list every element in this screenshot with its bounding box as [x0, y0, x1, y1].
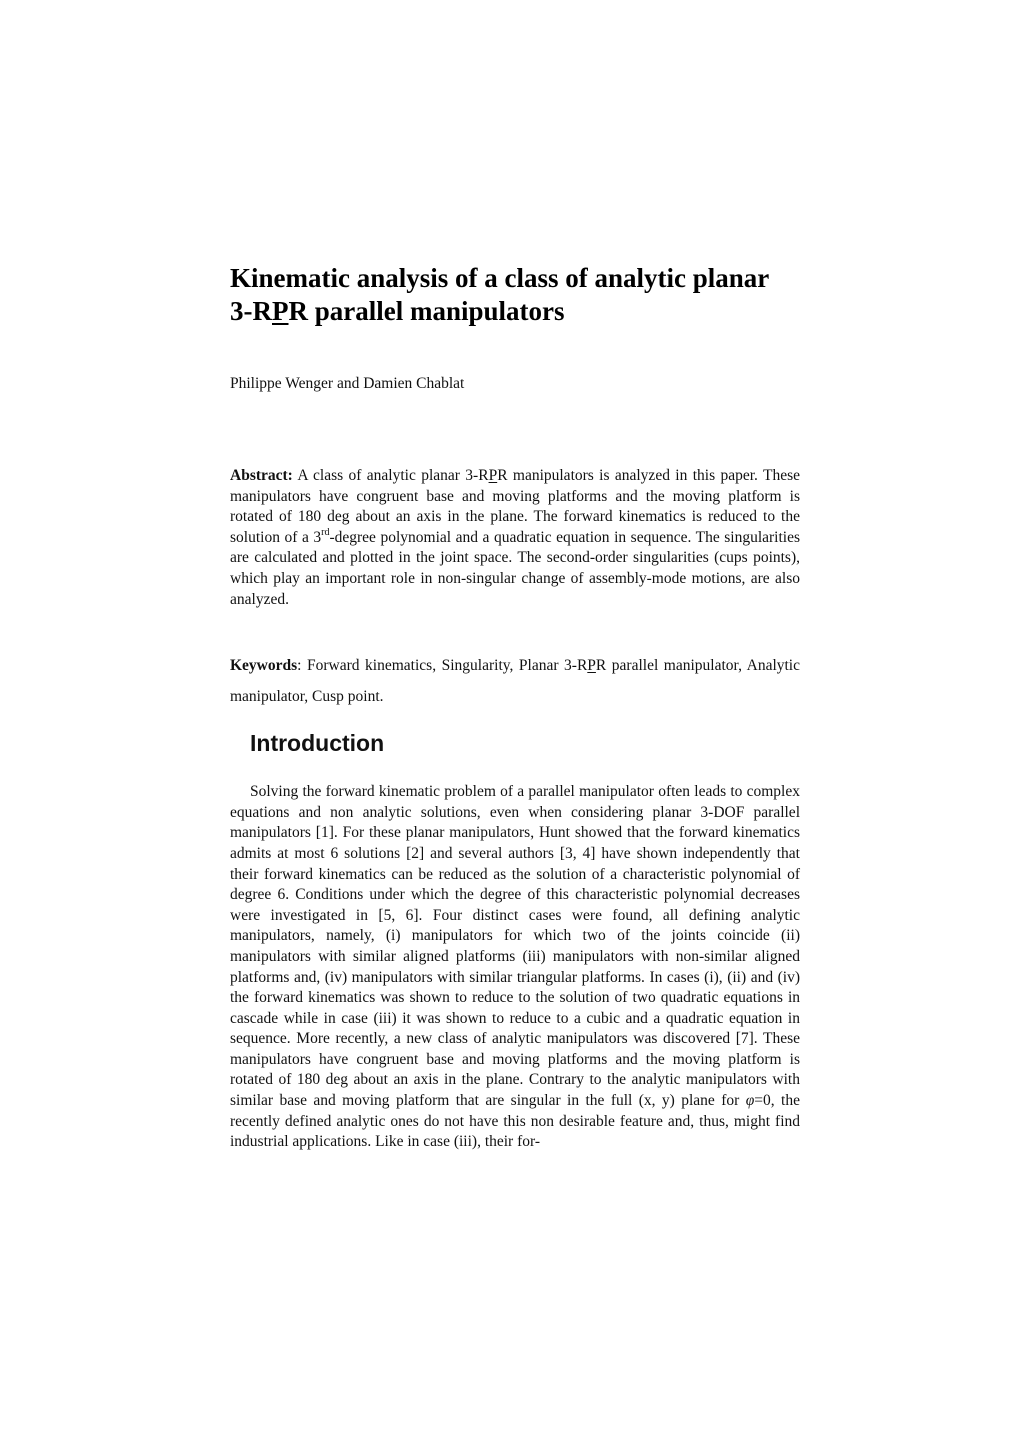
introduction-text-b: =0, the recently defined analytic ones do not have this non desirable feature and, thus, might find industrial applications. Like in case (iii), their for-	[230, 1092, 800, 1151]
paper-title	[230, 262, 800, 328]
abstract-text-c: -degree polynomial and a quadratic equation in sequence. The singularities are calculated and plotted in the joint space. The second-order singularities (cups points), which play an important role in non-singular change of assembly-mode motions, are also analyzed.	[230, 528, 800, 608]
title-line-2-suffix: R parallel manipulators	[288, 296, 565, 326]
keywords-text-b: R parallel manipulator, Analytic manipulator, Cusp point.	[230, 657, 800, 706]
abstract-superscript: rd	[321, 526, 330, 538]
introduction-text-a: Solving the forward kinematic problem of a parallel manipulator often leads to complex equations and non analytic solutions, even when considering planar 3-DOF parallel manipulators [1]. For these planar manipulators, Hunt showed that the forward kinematics admits at most 6 solutions [2] and several authors [3, 4] have shown independently that their forward kinematics can be reduced as the solution of a characteristic polynomial of degree 6. Conditions under which the degree of this characteristic polynomial decreases were investigated in [5, 6]. Four distinct cases were found, all defining analytic manipulators, namely, (i) manipulators for which two of the joints coincide (ii) manipulators with similar aligned platforms (iii) manipulators with non-similar aligned platforms and, (iv) manipulators with similar triangular platforms. In cases (i), (ii) and (iv) the forward kinematics was shown to reduce to the solution of two quadratic equations in cascade while in case (iii) it was shown to reduce to a cubic and a quadratic equation in sequence. More recently, a new class of analytic manipulators was discovered [7]. These manipulators have congruent base and moving platforms and the moving platform is rotated of 180 deg about an axis in the plane. Contrary to the analytic manipulators with similar base and moving platform that are singular in the full (x, y) plane for	[230, 783, 800, 1110]
abstract-label: Abstract:	[230, 467, 293, 484]
abstract	[230, 466, 800, 610]
section-heading-introduction: Introduction	[250, 730, 385, 757]
keywords-label: Keywords	[230, 657, 298, 675]
phi-symbol: φ	[745, 1092, 755, 1110]
title-underlined-p: P	[272, 296, 289, 326]
title-line-1: Kinematic analysis of a class of analytic planar	[230, 263, 770, 293]
abstract-text-a: A class of analytic planar 3-R	[292, 467, 489, 484]
keywords	[230, 650, 800, 712]
introduction-paragraph	[230, 782, 800, 1153]
paper-page	[230, 262, 800, 1168]
abstract-underlined-p: P	[488, 467, 498, 484]
author-list: Philippe Wenger and Damien Chablat	[230, 375, 465, 392]
keywords-underlined-p: P	[587, 657, 596, 675]
abstract-text-b: R manipulators is analyzed in this paper. These manipulators have congruent base and moving platforms and the moving platform is rotated of 180 deg about an axis in the plane. The forward kinematics is reduced to the solution of a 3	[230, 467, 800, 546]
title-line-2-prefix: 3-R	[230, 296, 272, 326]
keywords-text-a: : Forward kinematics, Singularity, Planar 3-R	[297, 657, 588, 675]
